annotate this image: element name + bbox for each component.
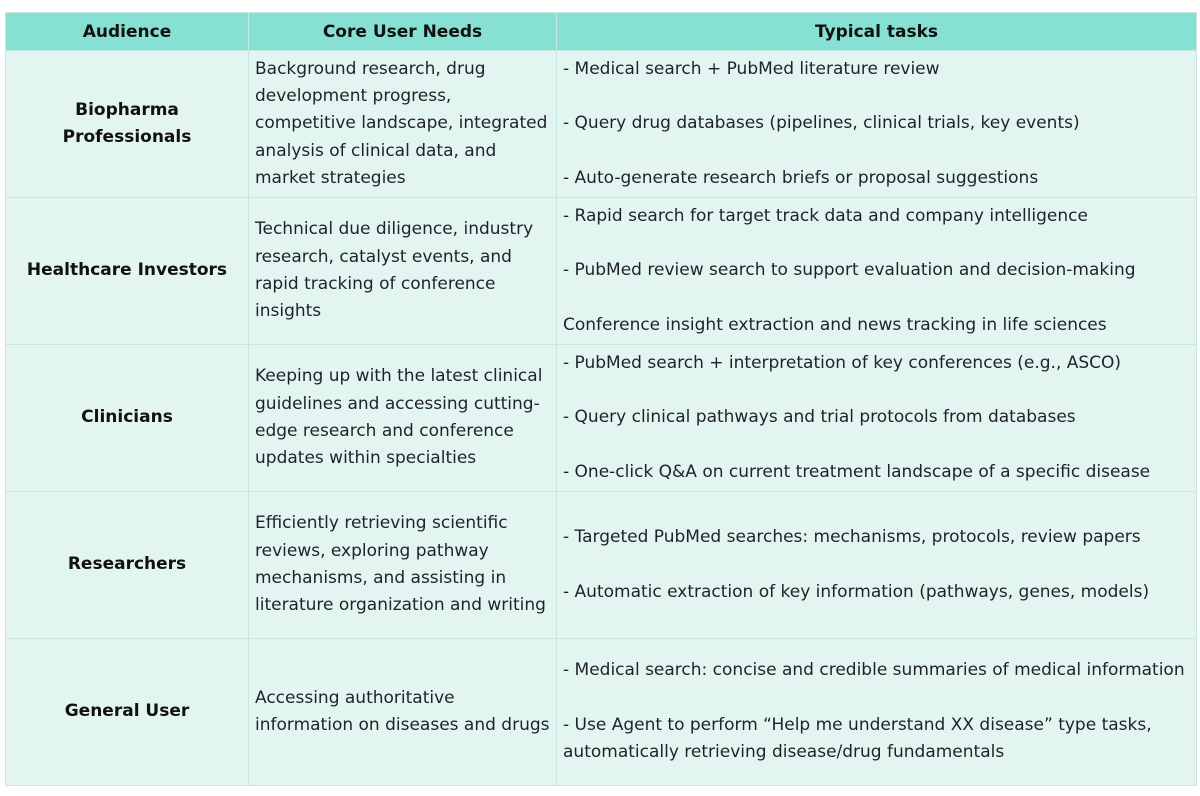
task-spacer (563, 138, 1190, 165)
table-row (6, 345, 1197, 492)
task-item: - Use Agent to perform “Help me understand XX disease” type tasks, automatically retrieving disease/drug fundamentals (563, 715, 1152, 763)
task-item: - PubMed search + interpretation of key conferences (e.g., ASCO) (563, 352, 1122, 373)
task-item: - Query clinical pathways and trial protocols from databases (563, 407, 1076, 428)
task-spacer (563, 377, 1190, 404)
task-item: - Query drug databases (pipelines, clinical trials, key events) (563, 113, 1080, 134)
task-spacer (563, 685, 1190, 712)
audience-cell: General User (6, 639, 249, 786)
needs-cell: Accessing authoritative information on diseases and drugs (249, 639, 557, 786)
audience-needs-table-container (5, 12, 1196, 786)
needs-cell: Efficiently retrieving scientific reviews, exploring pathway mechanisms, and assisting in literature organization and writing (249, 492, 557, 639)
needs-cell: Technical due diligence, industry research, catalyst events, and rapid tracking of conference insights (249, 198, 557, 345)
task-spacer (563, 230, 1190, 257)
task-item: - Auto-generate research briefs or proposal suggestions (563, 167, 1039, 188)
task-item: - Medical search + PubMed literature review (563, 58, 940, 79)
task-item: Conference insight extraction and news tracking in life sciences (563, 314, 1107, 335)
needs-cell: Keeping up with the latest clinical guidelines and accessing cutting-edge research and conference updates within specialties (249, 345, 557, 492)
tasks-cell (557, 51, 1197, 198)
task-item: - PubMed review search to support evaluation and decision-making (563, 260, 1136, 281)
header-audience: Audience (6, 13, 249, 51)
task-spacer (563, 83, 1190, 110)
header-row (6, 13, 1197, 51)
tasks-cell (557, 492, 1197, 639)
table-row (6, 51, 1197, 198)
table-row (6, 639, 1197, 786)
needs-cell: Background research, drug development progress, competitive landscape, integrated analysis of clinical data, and market strategies (249, 51, 557, 198)
task-item: - Targeted PubMed searches: mechanisms, protocols, review papers (563, 527, 1141, 548)
audience-cell: Researchers (6, 492, 249, 639)
audience-cell: Healthcare Investors (6, 198, 249, 345)
tasks-cell (557, 198, 1197, 345)
task-spacer (563, 551, 1190, 578)
audience-needs-table (5, 12, 1197, 786)
audience-cell: Clinicians (6, 345, 249, 492)
header-typical-tasks: Typical tasks (557, 13, 1197, 51)
table-row (6, 198, 1197, 345)
task-item: - Medical search: concise and credible summaries of medical information (563, 660, 1185, 681)
task-spacer (563, 285, 1190, 312)
tasks-cell (557, 639, 1197, 786)
audience-cell: Biopharma Professionals (6, 51, 249, 198)
table-row (6, 492, 1197, 639)
header-core-user-needs: Core User Needs (249, 13, 557, 51)
task-spacer (563, 432, 1190, 459)
task-item: - Rapid search for target track data and company intelligence (563, 205, 1088, 226)
task-item: - One-click Q&A on current treatment landscape of a specific disease (563, 461, 1151, 482)
tasks-cell (557, 345, 1197, 492)
task-item: - Automatic extraction of key information (pathways, genes, models) (563, 581, 1150, 602)
